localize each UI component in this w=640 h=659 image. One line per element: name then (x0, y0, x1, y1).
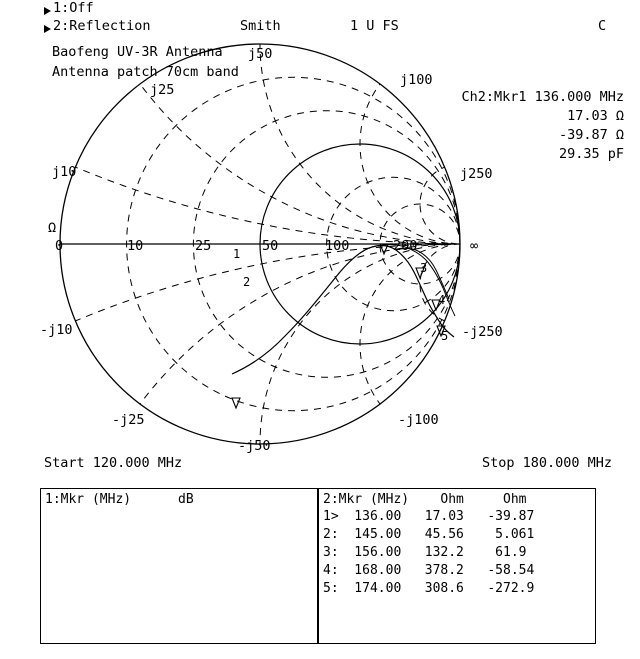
sweep-stop-label[interactable]: Stop 180.000 MHz (481, 455, 612, 471)
axis-label-minus-j10: -j10 (40, 322, 73, 338)
marker-5-label: 5 (441, 329, 449, 343)
axis-label-j25: j25 (150, 82, 175, 98)
table-row[interactable]: 1> 136.00 17.03 -39.87 (323, 509, 535, 524)
marker-readout-line3: -39.87 Ω (558, 127, 624, 143)
smith-axis-labels (40, 46, 503, 454)
axis-label-0: 0 (55, 238, 64, 254)
table-row[interactable]: 3: 156.00 132.2 61.9 (323, 545, 527, 560)
x-arc-minus-j25 (60, 244, 640, 456)
marker-4-label: 4 (438, 293, 446, 307)
x-arc-minus-j100 (360, 244, 560, 444)
table-row[interactable]: 2: 145.00 45.56 5.061 (323, 527, 535, 542)
axis-symbol-infinity: ∞ (470, 238, 479, 254)
marker-3-label: 3 (420, 261, 428, 275)
status-header (0, 0, 640, 40)
axis-label-50: 50 (262, 238, 279, 254)
marker-table-1-header: 1:Mkr (MHz) dB (45, 492, 194, 507)
marker-tables (40, 488, 596, 646)
marker-readout-line1: Ch2:Mkr1 136.000 MHz (461, 89, 624, 105)
sweep-start-label[interactable]: Start 120.000 MHz (44, 455, 183, 471)
x-arc-minus-j10 (0, 244, 640, 456)
table-row[interactable]: 4: 168.00 378.2 -58.54 (323, 563, 535, 578)
scale-label[interactable]: 1 U FS (350, 18, 399, 34)
format-label[interactable]: Smith (240, 18, 281, 34)
axis-symbol-omega: Ω (48, 220, 57, 236)
marker-1-icon[interactable] (232, 398, 240, 408)
marker-table-1[interactable] (40, 488, 318, 644)
chart-title-line2: Antenna patch 70cm band (52, 64, 239, 80)
trace1-label[interactable]: 1:Off (53, 0, 94, 16)
marker-readout-line2: 17.03 Ω (567, 108, 624, 124)
x-arc-minus-j50 (260, 244, 640, 456)
marker-1-label: 1 (233, 247, 241, 261)
table-row[interactable]: 5: 174.00 308.6 -272.9 (323, 581, 535, 596)
axis-label-minus-j100: -j100 (398, 412, 439, 428)
marker-table-2[interactable] (318, 488, 596, 644)
axis-label-minus-j25: -j25 (112, 412, 145, 428)
axis-label-j250: j250 (460, 166, 493, 182)
trace1-marker-icon (44, 7, 51, 15)
axis-label-minus-j50: -j50 (238, 438, 271, 454)
marker-table-2-header: 2:Mkr (MHz) Ohm Ohm (323, 492, 527, 507)
trace2-label[interactable]: 2:Reflection (53, 18, 151, 34)
axis-label-25: 25 (195, 238, 212, 254)
axis-label-j100: j100 (400, 72, 433, 88)
axis-label-200: 200 (393, 238, 418, 254)
marker-readout-line4: 29.35 pF (558, 146, 624, 162)
axis-label-j50: j50 (248, 46, 273, 62)
axis-label-j10: j10 (52, 164, 77, 180)
channel-corner-label: C (598, 18, 607, 34)
axis-label-minus-j250: -j250 (462, 324, 503, 340)
marker-readout (461, 88, 624, 164)
trace2-marker-icon (44, 25, 51, 33)
axis-label-100: 100 (325, 238, 350, 254)
marker-table-2-body (319, 508, 595, 598)
axis-label-10: 10 (127, 238, 144, 254)
chart-title-line1: Baofeng UV-3R Antenna (52, 44, 223, 60)
trace-markers[interactable] (232, 244, 448, 408)
marker-2-label: 2 (243, 275, 251, 289)
